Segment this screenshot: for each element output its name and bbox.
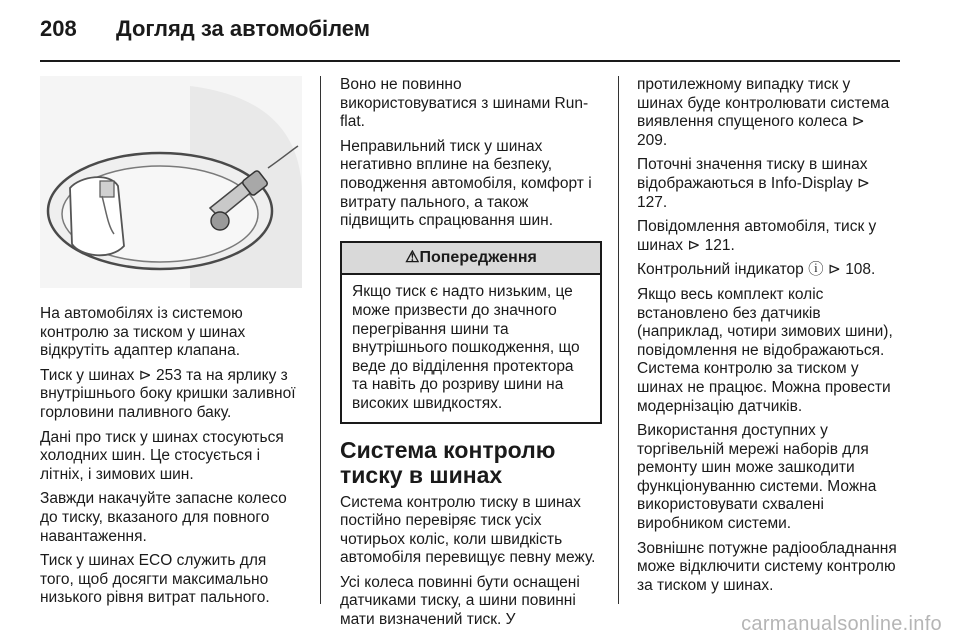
header-rule: [40, 60, 900, 62]
col1-paragraph-2: Тиск у шинах ⊳ 253 та на ярлику з внутрішнього боку кришки заливної горловини паливного баку.: [40, 366, 296, 421]
col2-intro-2: Неправильний тиск у шинах негативно вплине на безпеку, поводження автомобіля, комфорт і витрату пального, а також підвищить спрацювання шин.: [340, 137, 592, 230]
page-header: [40, 16, 370, 42]
col1-paragraph-3: Дані про тиск у шинах стосуються холодних шин. Це стосується і літніх, і зимових шин.: [40, 428, 284, 483]
watermark: carmanualsonline.info: [741, 613, 942, 635]
column-1: [40, 76, 302, 614]
col3-paragraph-7: Зовнішнє потужне радіообладнання може відключити систему контролю за тиском у шинах.: [637, 539, 897, 594]
col2-intro-1: Воно не повинно використовуватися з шинами Run-flat.: [340, 76, 589, 131]
col3-paragraph-4: Контрольний індикатор ⓘ ⊳ 108.: [637, 261, 876, 279]
warning-title: ⚠Попередження: [342, 243, 600, 276]
col3-paragraph-5: Якщо весь комплект коліс встановлено без датчиків (наприклад, чотири зимових шини), повідомлення не відображаються. Система контролю за тиском у шинах не працює. Можна провести модернізацію датчиків.: [637, 285, 893, 415]
col3-paragraph-1: протилежному випадку тиск у шинах буде контролювати система виявлення спущеного колеса ⊳ 209.: [637, 76, 890, 149]
tire-valve-adapter-icon: [40, 76, 302, 288]
col1-paragraph-1: На автомобілях із системою контролю за тиском у шинах відкрутіть адаптер клапана.: [40, 305, 246, 360]
column-divider-1: [320, 76, 321, 604]
warning-text: Якщо тиск є надто низьким, це може призвести до значного перегрівання шини та внутрішнього пошкодження, що веде до відділення протектора та навіть до розриву шини на високих швидкостях.: [352, 283, 580, 412]
col2-section-paragraph-2: Усі колеса повинні бути оснащені датчиками тиску, а шини повинні мати визначений тиск. У: [340, 573, 580, 629]
col3-paragraph-3: Повідомлення автомобіля, тиск у шинах ⊳ 121.: [637, 218, 877, 254]
fuel-filler-tire-valve-illustration: [40, 76, 302, 288]
col1-paragraph-4: Завжди накачуйте запасне колесо до тиску, вказаного для повного навантаження.: [40, 490, 287, 545]
col1-paragraph-5: Тиск у шинах ECO служить для того, щоб досягти максимально низького рівня витрат пального.: [40, 552, 270, 607]
col3-paragraph-6: Використання доступних у торгівельній мережі наборів для ремонту шин може зашкодити функціонуванню системи. Можна використовувати схвалені виробником системи.: [637, 422, 877, 533]
col3-paragraph-2: Поточні значення тиску в шинах відображаються в Info-Display ⊳ 127.: [637, 156, 871, 211]
column-3: [637, 76, 899, 601]
page-number: 208: [40, 16, 77, 41]
section-heading: Система контролю тиску в шинах: [340, 436, 556, 488]
warning-body: [342, 275, 600, 421]
column-2: [340, 76, 602, 636]
warning-box: [340, 241, 602, 424]
column-divider-2: [618, 76, 619, 604]
col2-section-paragraph-1: Система контролю тиску в шинах постійно перевіряє тиск усіх чотирьох коліс, коли швидкість автомобіля перевищує певну межу.: [340, 493, 596, 567]
page-title: Догляд за автомобілем: [116, 16, 371, 41]
